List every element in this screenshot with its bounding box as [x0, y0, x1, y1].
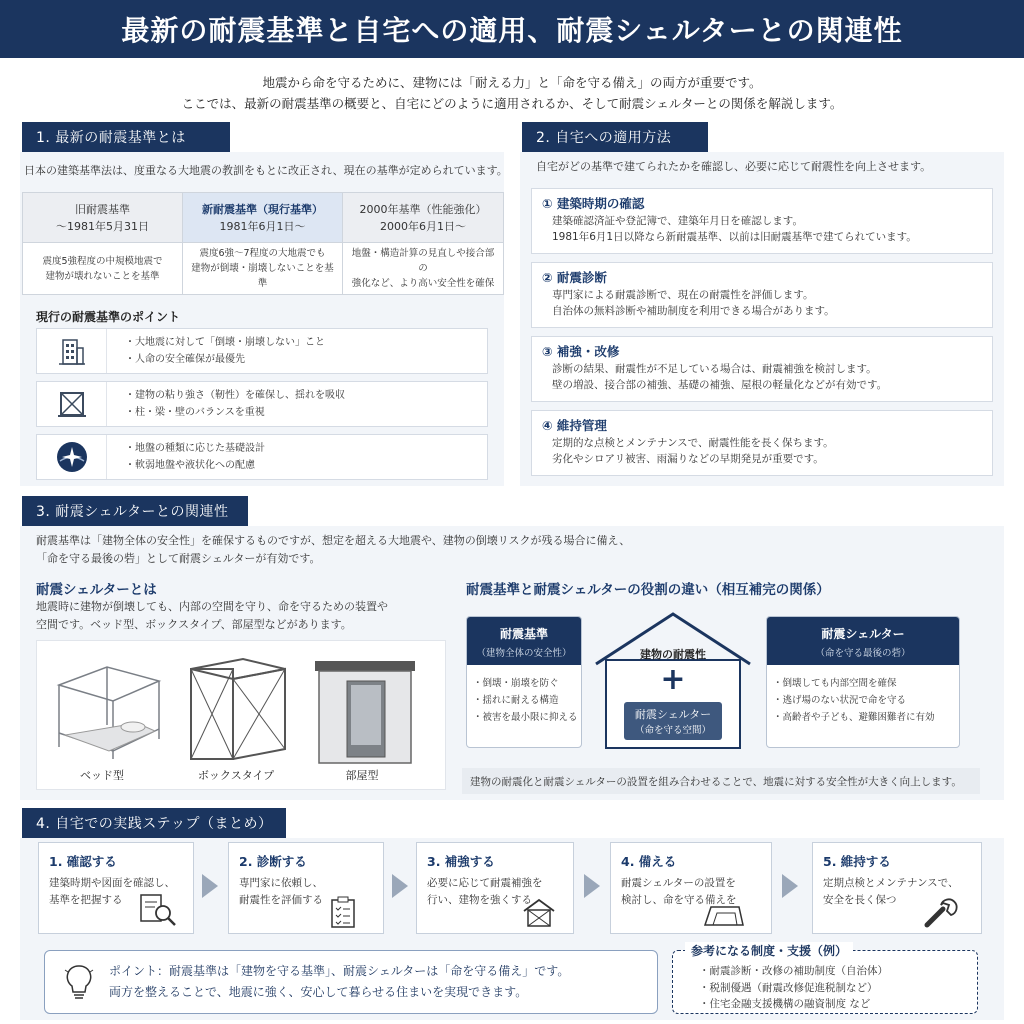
- shelter-icon: [701, 903, 745, 927]
- point-card-2: ・建物の粘り強さ（靭性）を確保し、揺れを吸収 ・柱・梁・壁のバランスを重視: [36, 381, 488, 427]
- house-reinforce-icon: [521, 897, 557, 929]
- shelter-what-description: 地震時に建物が倒壊しても、内部の空間を守り、命を守るための装置や 空間です。ベッド型、ボックスタイプ、部屋型などがあります。: [36, 600, 388, 631]
- room-shelter-label: 部屋型: [345, 769, 379, 782]
- magnifier-icon: [139, 893, 179, 929]
- house-inner-shelter: 耐震シェルター （命を守る空間）: [634, 708, 712, 736]
- intro-text: 地震から命を守るために、建物には「耐える力」と「命を守る備え」の両方が重要です。 ここでは、最新の耐震基準の概要と、自宅にどのように適用されるか、そして耐震シェルターとの関係を解説します。: [181, 75, 843, 111]
- era-2000: 2000年基準（性能強化） 2000年6月1日〜 地盤・構造計算の見直しや接合部の 強化など、より高い安全性を確保: [343, 193, 503, 294]
- section2-title: 2. 自宅への適用方法: [522, 122, 708, 152]
- step-arrow-icon: [202, 874, 218, 898]
- section3-title: 3. 耐震シェルターとの関連性: [22, 496, 248, 526]
- era-old: 旧耐震基準 〜1981年5月31日 震度5強程度の中規模地震で 建物が壊れないことを基準: [23, 193, 183, 294]
- point-box: ポイント：耐震基準は「建物を守る基準」、耐震シェルターは「命を守る備え」です。 両方を整えることで、地震に強く、安心して暮らせる住まいを実現できます。: [44, 950, 658, 1014]
- action-step-1: 1. 確認する 建築時期や図面を確認し、 基準を把握する: [38, 842, 194, 934]
- checklist-icon: [329, 895, 357, 929]
- section3-summary: 建物の耐震化と耐震シェルターの設置を組み合わせることで、地震に対する安全性が大きく向上します。: [462, 768, 980, 794]
- point-card-1: ・大地震に対して「倒壊・崩壊しない」こと ・人命の安全確保が最優先: [36, 328, 488, 374]
- room-shelter-icon: [309, 653, 419, 769]
- comparison-shelter-box: 耐震シェルター （命を守る最後の砦） ・倒壊しても内部空間を確保 ・逃げ場のない状況で命を守る ・高齢者や子ども、避難困難者に有効: [766, 616, 960, 748]
- page-title: 最新の耐震基準と自宅への適用、耐震シェルターとの関連性: [0, 0, 1024, 58]
- box-shelter-label: ボックスタイプ: [197, 769, 275, 782]
- reference-box: 参考になる制度・支援（例） ・耐震診断・改修の補助制度（自治体） ・税制優遇（耐震改修促進税制など） ・住宅金融支援機構の融資制度 など: [672, 950, 978, 1014]
- apply-step-1: ① 建築時期の確認 建築確認済証や登記簿で、建築年月日を確認します。 1981年6月1日以降なら新耐震基準、以前は旧耐震基準で建てられています。: [531, 188, 993, 254]
- step-arrow-icon: [782, 874, 798, 898]
- action-step-3: 3. 補強する 必要に応じて耐震補強を 行い、建物を強くする: [416, 842, 574, 934]
- action-step-5: 5. 維持する 定期点検とメンテナンスで、 安全を長く保つ: [812, 842, 982, 934]
- action-step-4: 4. 備える 耐震シェルターの設置を 検討し、命を守る備えを: [610, 842, 772, 934]
- frame-icon: [37, 382, 107, 426]
- ground-icon: [37, 435, 107, 479]
- wrench-icon: [921, 893, 959, 929]
- point-card-3: ・地盤の種類に応じた基礎設計 ・軟弱地盤や液状化への配慮: [36, 434, 488, 480]
- house-label: 建物の耐震性: [640, 648, 706, 661]
- plus-icon: +: [660, 662, 686, 697]
- section1-title: 1. 最新の耐震基準とは: [22, 122, 230, 152]
- section2-description: 自宅がどの基準で建てられたかを確認し、必要に応じて耐震性を向上させます。: [536, 160, 932, 173]
- comparison-standard-box: 耐震基準 （建物全体の安全性） ・倒壊・崩壊を防ぐ ・揺れに耐える構造 ・被害を最小限に抑える: [466, 616, 582, 748]
- building-icon: [37, 329, 107, 373]
- section1-description: 日本の建築基準法は、度重なる大地震の教訓をもとに改正され、現在の基準が定められています。: [24, 164, 508, 177]
- comparison-title: 耐震基準と耐震シェルターの役割の違い（相互補完の関係）: [466, 582, 830, 598]
- shelter-types-box: [36, 640, 446, 790]
- era-new: 新耐震基準（現行基準） 1981年6月1日〜 震度6強〜7程度の大地震でも 建物が倒壊・崩壊しないことを基準: [183, 193, 343, 294]
- section3-description: 耐震基準は「建物全体の安全性」を確保するものですが、想定を超える大地震や、建物の倒壊リスクが残る場合に備え、 「命を守る最後の砦」として耐震シェルターが有効です。: [36, 534, 631, 565]
- bed-shelter-icon: [47, 655, 167, 765]
- box-shelter-icon: [183, 651, 293, 769]
- section4-title: 4. 自宅での実践ステップ（まとめ）: [22, 808, 286, 838]
- points-title: 現行の耐震基準のポイント: [36, 310, 181, 324]
- action-step-2: 2. 診断する 専門家に依頼し、 耐震性を評価する: [228, 842, 384, 934]
- apply-step-4: ④ 維持管理 定期的な点検とメンテナンスで、耐震性能を長く保ちます。 劣化やシロアリ被害、雨漏りなどの早期発見が重要です。: [531, 410, 993, 476]
- bed-shelter-label: ベッド型: [80, 769, 124, 782]
- era-table: [22, 192, 504, 295]
- lightbulb-icon: [63, 962, 95, 1002]
- step-arrow-icon: [584, 874, 600, 898]
- step-arrow-icon: [392, 874, 408, 898]
- shelter-what-title: 耐震シェルターとは: [36, 582, 157, 598]
- apply-step-2: ② 耐震診断 専門家による耐震診断で、現在の耐震性を評価します。 自治体の無料診断や補助制度を利用できる場合があります。: [531, 262, 993, 328]
- apply-step-3: ③ 補強・改修 診断の結果、耐震性が不足している場合は、耐震補強を検討します。 壁の増設、接合部の補強、基礎の補強、屋根の軽量化などが有効です。: [531, 336, 993, 402]
